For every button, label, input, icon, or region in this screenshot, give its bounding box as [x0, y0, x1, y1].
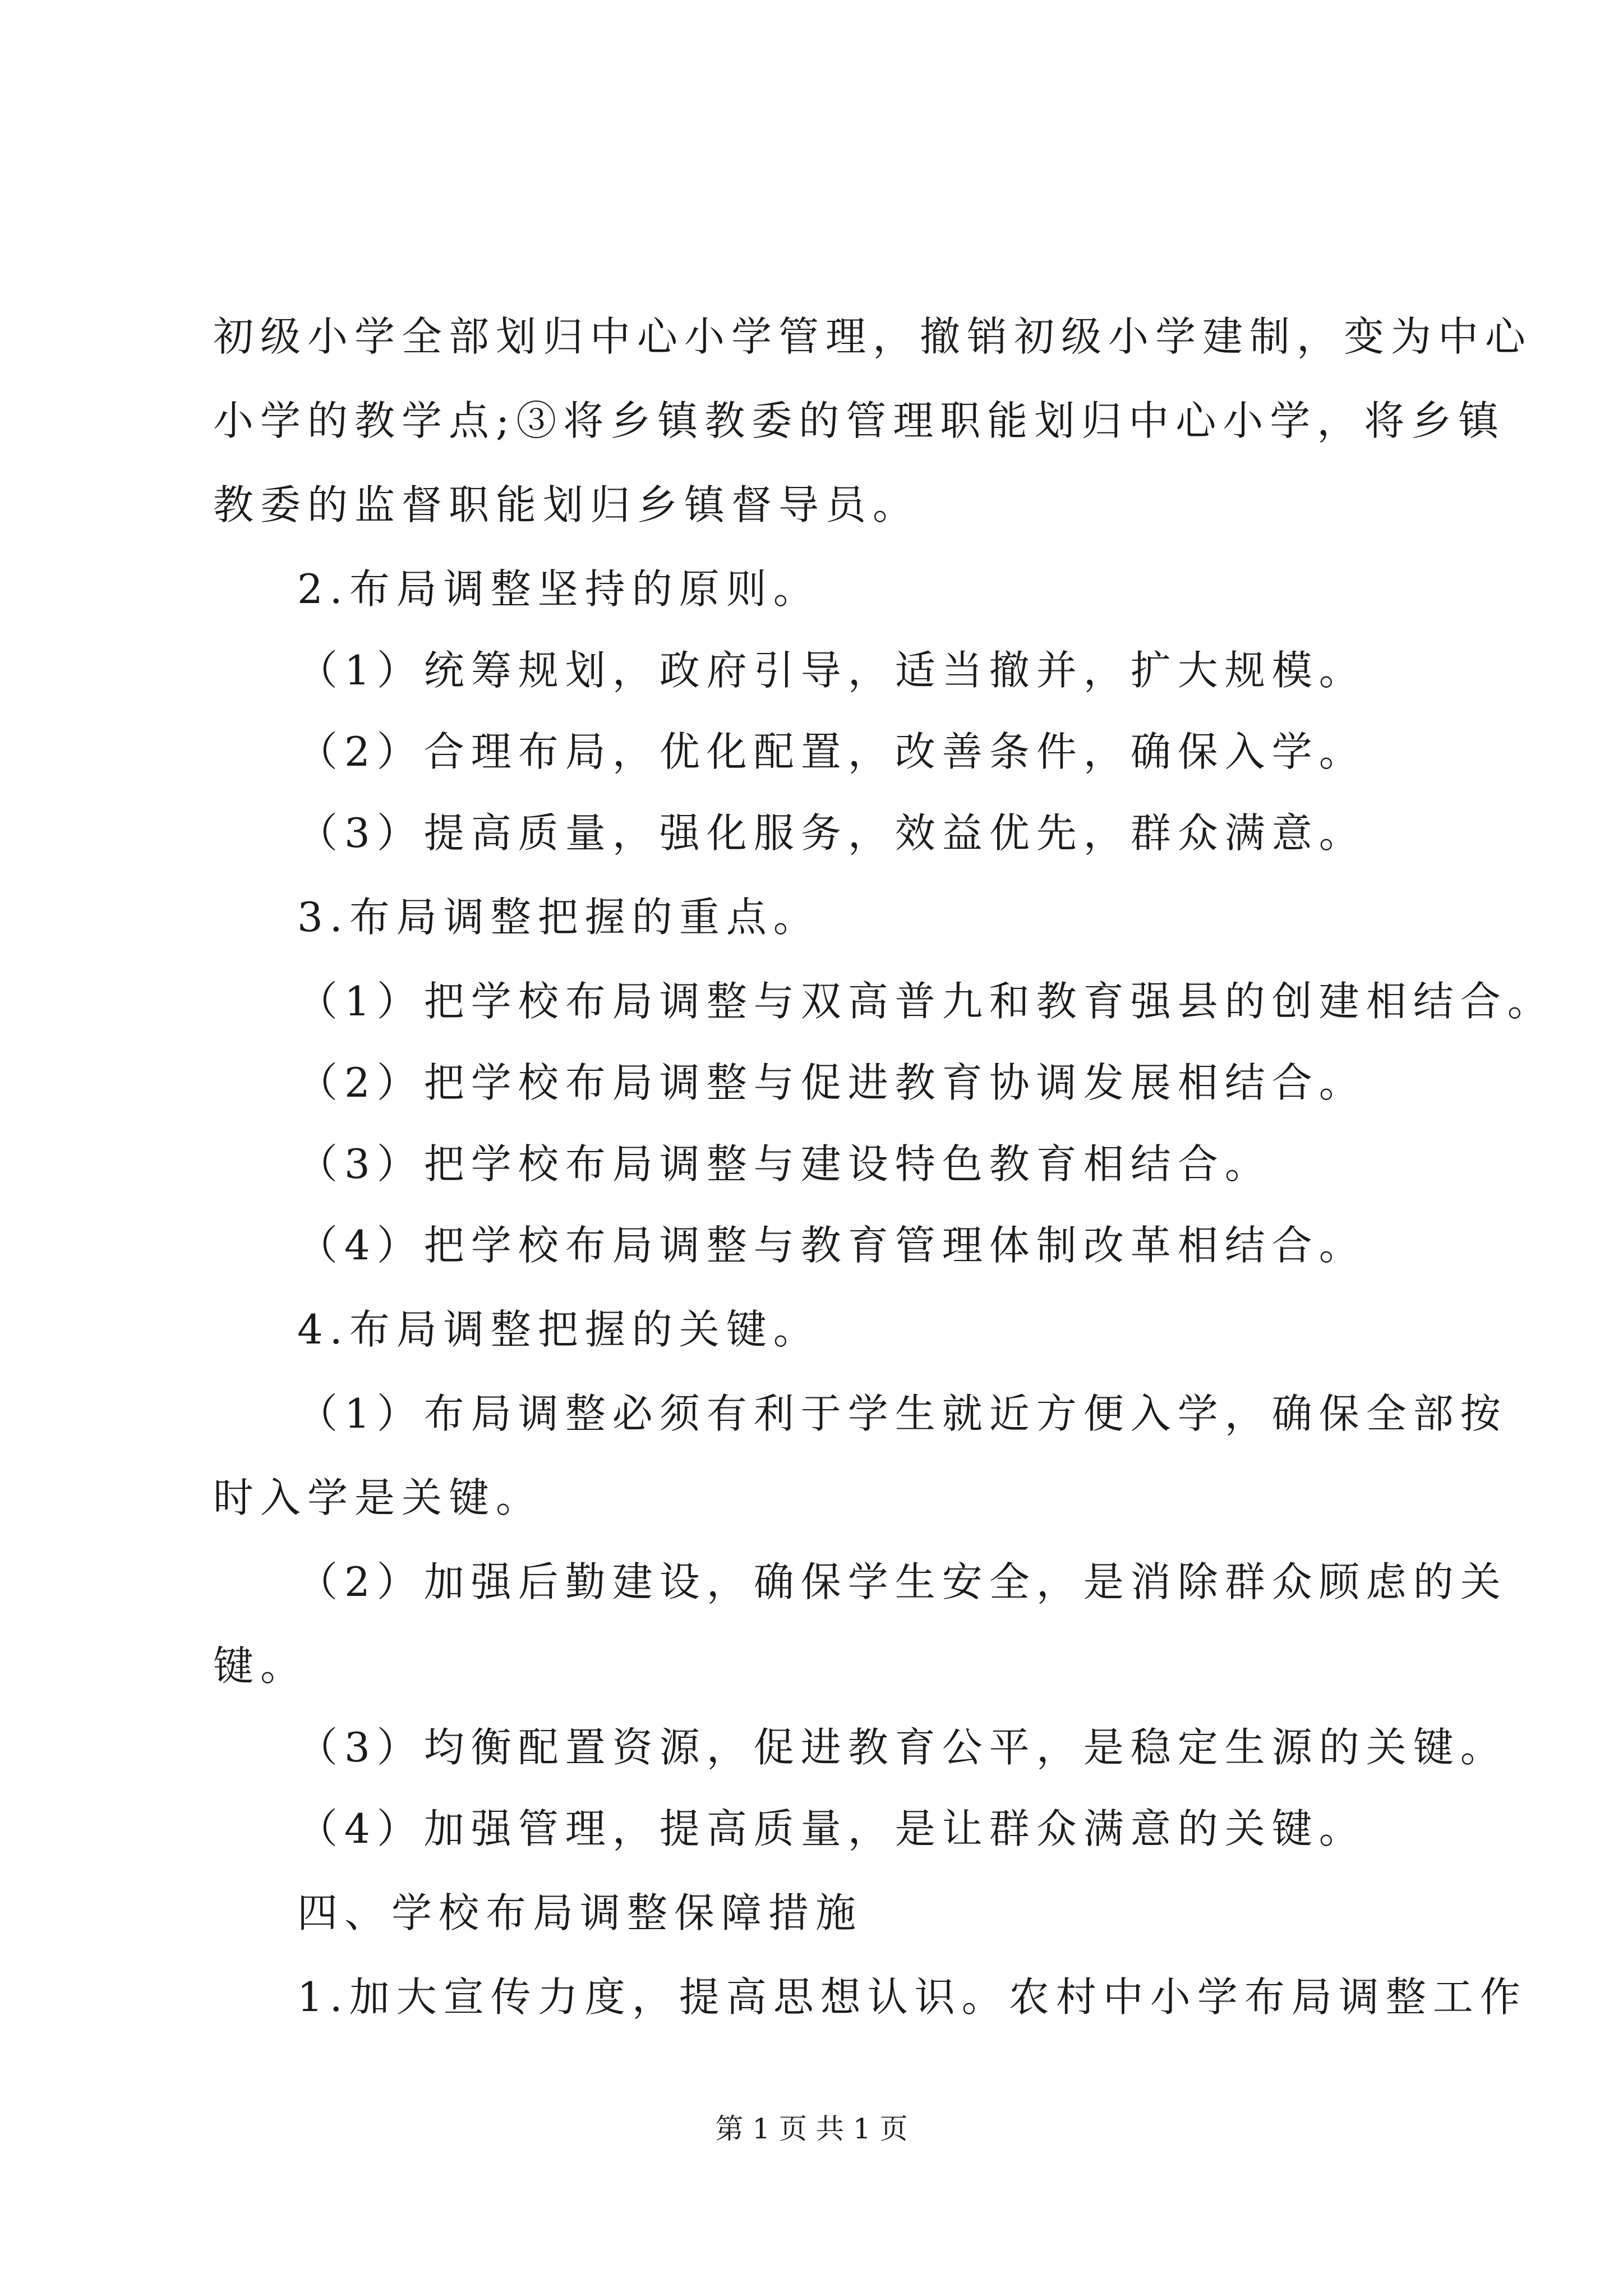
list-item: （1）统筹规划，政府引导，适当撤并，扩大规模。	[297, 647, 1366, 694]
list-item-continuation: 时入学是关键。	[213, 1474, 543, 1521]
list-item: （4）把学校布局调整与教育管理体制改革相结合。	[297, 1222, 1366, 1269]
list-item: （1）布局调整必须有利于学生就近方便入学，确保全部按	[297, 1390, 1507, 1437]
text-line: 教委的监督职能划归乡镇督导员。	[213, 481, 920, 528]
list-item: （2）合理布局，优化配置，改善条件，确保入学。	[297, 728, 1366, 775]
text-line: 初级小学全部划归中心小学管理，撤销初级小学建制，变为中心	[213, 313, 1533, 360]
section-heading: 3.布局调整把握的重点。	[297, 894, 820, 941]
section-heading: 4.布局调整把握的关键。	[297, 1306, 820, 1353]
list-item: （1）把学校布局调整与双高普九和教育强县的创建相结合。	[297, 978, 1555, 1025]
list-item: （2）加强后勤建设，确保学生安全，是消除群众顾虑的关	[297, 1558, 1507, 1605]
list-item: （3）把学校布局调整与建设特色教育相结合。	[297, 1140, 1272, 1188]
list-item: （2）把学校布局调整与促进教育协调发展相结合。	[297, 1059, 1366, 1106]
list-item-continuation: 键。	[213, 1642, 308, 1690]
list-item: （4）加强管理，提高质量，是让群众满意的关键。	[297, 1805, 1366, 1852]
list-item: （3）均衡配置资源，促进教育公平，是稳定生源的关键。	[297, 1724, 1507, 1771]
section-title: 四、学校布局调整保障措施	[297, 1889, 863, 1936]
section-heading: 2.布局调整坚持的原则。	[297, 565, 820, 613]
text-line: 小学的教学点;③将乡镇教委的管理职能划归中心小学，将乡镇	[213, 397, 1506, 444]
paragraph-line: 1.加大宣传力度，提高思想认识。农村中小学布局调整工作	[297, 1973, 1527, 2021]
page-footer: 第 1 页 共 1 页	[715, 2113, 908, 2145]
list-item: （3）提高质量，强化服务，效益优先，群众满意。	[297, 809, 1366, 857]
